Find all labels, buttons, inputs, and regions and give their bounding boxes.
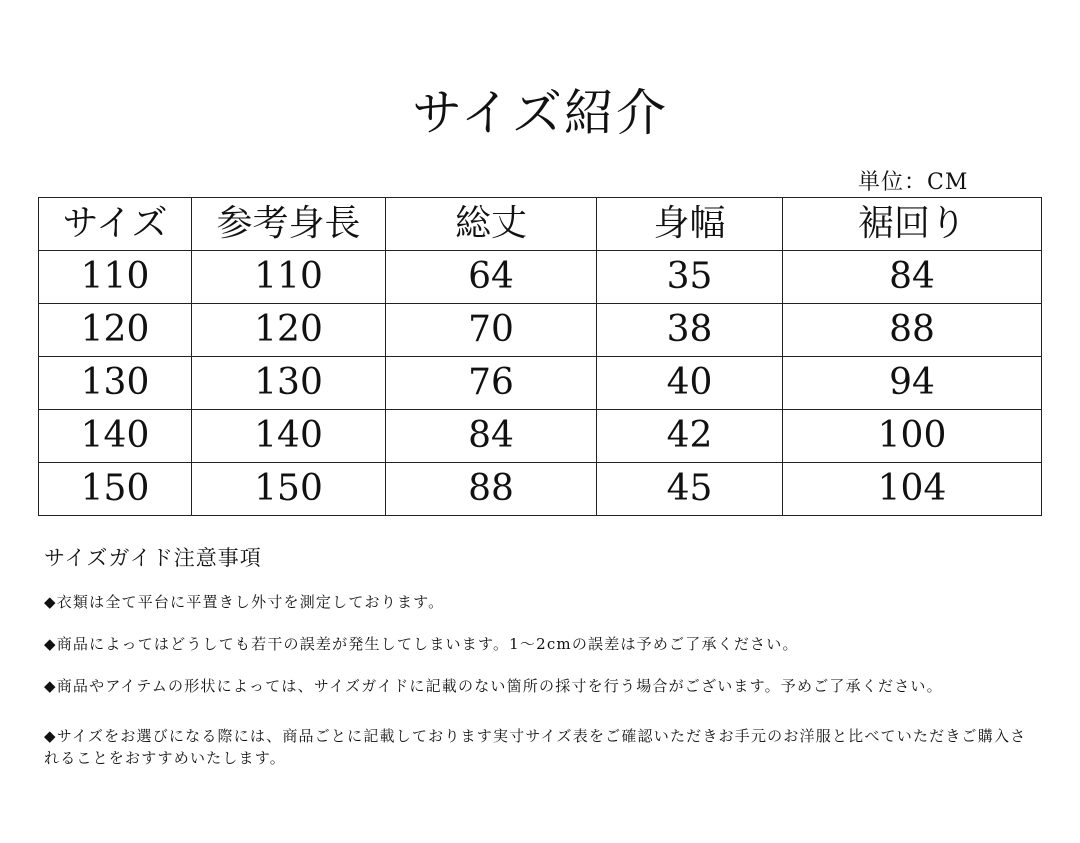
table-cell: 76	[386, 357, 597, 410]
table-cell: 110	[39, 251, 192, 304]
table-cell: 150	[192, 463, 386, 516]
note-item: ◆商品やアイテムの形状によっては、サイズガイドに記載のない箇所の採寸を行う場合がございます。予めご了承ください。	[44, 677, 943, 695]
table-row	[39, 304, 1042, 357]
header-total-length: 総丈	[386, 198, 597, 251]
table-cell: 100	[783, 410, 1042, 463]
table-cell: 140	[39, 410, 192, 463]
header-hem-circumference: 裾回り	[783, 198, 1042, 251]
size-guide-notes	[44, 543, 1034, 769]
table-cell: 110	[192, 251, 386, 304]
unit-label: 単位：CM	[858, 170, 969, 195]
note-item: ◆衣類は全て平台に平置きし外寸を測定しております。	[44, 593, 445, 611]
table-cell: 130	[192, 357, 386, 410]
table-cell: 40	[597, 357, 783, 410]
table-cell: 140	[192, 410, 386, 463]
header-size: サイズ	[39, 198, 192, 251]
table-row	[39, 410, 1042, 463]
header-reference-height: 参考身長	[192, 198, 386, 251]
table-cell: 84	[783, 251, 1042, 304]
table-cell: 88	[386, 463, 597, 516]
table-cell: 38	[597, 304, 783, 357]
table-row	[39, 251, 1042, 304]
table-row	[39, 463, 1042, 516]
page-title: サイズ紹介	[412, 84, 668, 142]
table-header-row	[39, 198, 1042, 251]
table-cell: 94	[783, 357, 1042, 410]
size-table	[38, 197, 1042, 516]
notes-heading: サイズガイド注意事項	[44, 546, 262, 570]
header-body-width: 身幅	[597, 198, 783, 251]
table-cell: 84	[386, 410, 597, 463]
table-cell: 150	[39, 463, 192, 516]
table-cell: 70	[386, 304, 597, 357]
table-cell: 120	[192, 304, 386, 357]
table-cell: 45	[597, 463, 783, 516]
table-cell: 64	[386, 251, 597, 304]
table-cell: 35	[597, 251, 783, 304]
note-item: ◆サイズをお選びになる際には、商品ごとに記載しております実寸サイズ表をご確認いただきお手元のお洋服と比べていただきご購入されることをおすすめいたします。	[44, 727, 1027, 767]
note-item: ◆商品によってはどうしても若干の誤差が発生してしまいます。1～2cmの誤差は予めご了承ください。	[44, 635, 799, 653]
table-cell: 120	[39, 304, 192, 357]
table-cell: 104	[783, 463, 1042, 516]
table-cell: 42	[597, 410, 783, 463]
table-cell: 88	[783, 304, 1042, 357]
table-cell: 130	[39, 357, 192, 410]
table-row	[39, 357, 1042, 410]
